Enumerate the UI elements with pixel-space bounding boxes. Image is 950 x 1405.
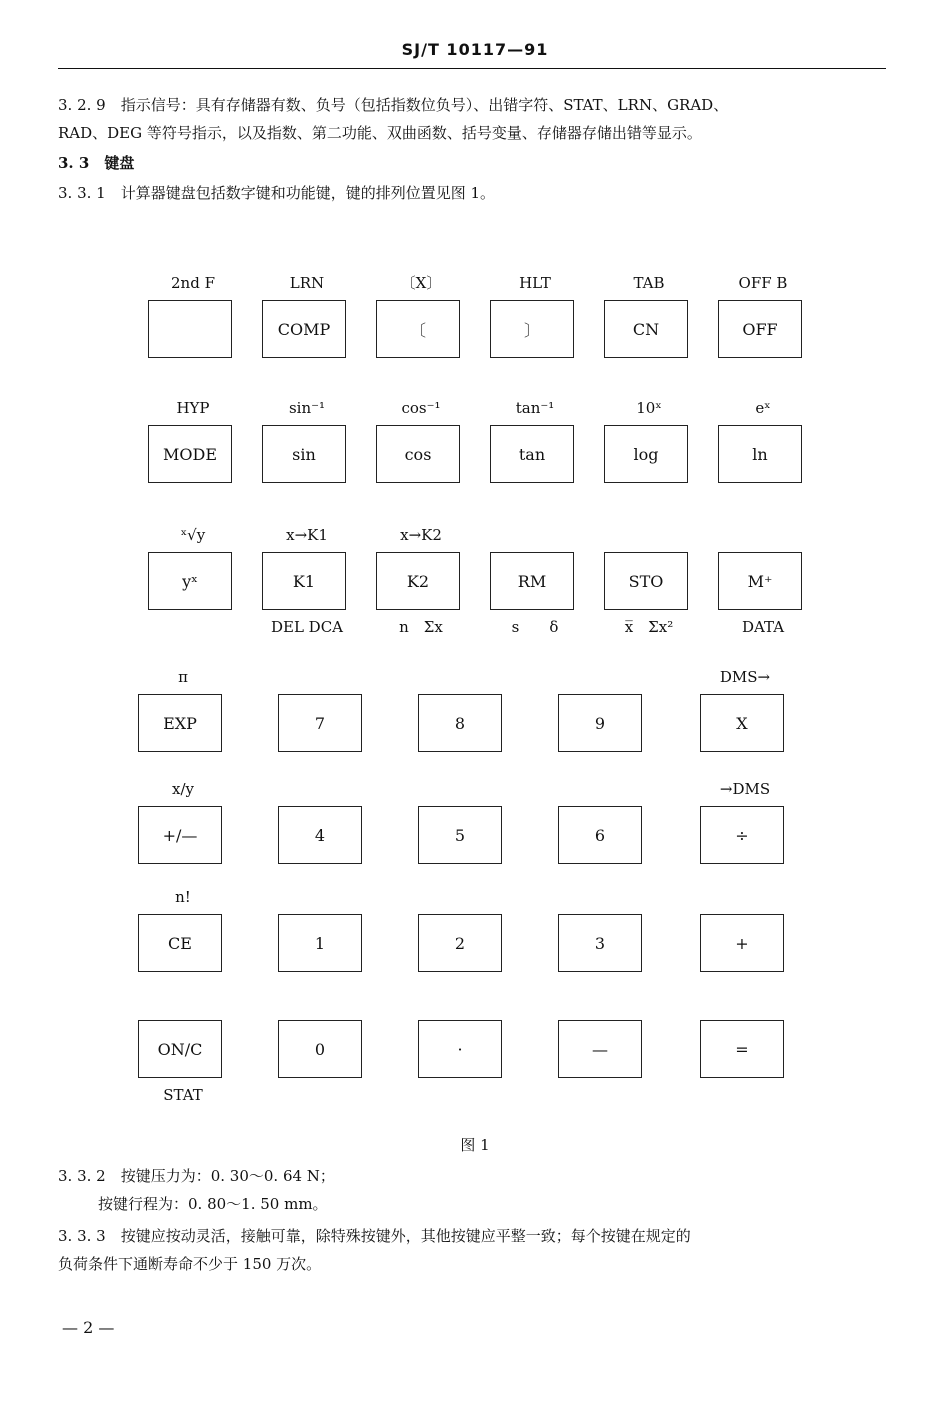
key-group-sign — [128, 780, 238, 845]
key-group-k2 — [366, 526, 476, 636]
figure-caption: 图 1 — [460, 1136, 490, 1154]
key-mode: MODE — [148, 425, 232, 483]
key-group-sin — [252, 399, 362, 464]
key-group-lparen — [366, 274, 476, 340]
key-ce: CE — [138, 914, 222, 972]
paragraph-3-2-9-line1: 3. 2. 9 指示信号：具有存储器有数、负号（包括指数位负号）、出错字符、STAT、LRN、GRAD、 — [58, 96, 729, 114]
key-group-plus — [690, 914, 800, 953]
key-8: 8 — [418, 694, 502, 752]
key-group-3 — [548, 914, 658, 953]
key-group-2 — [408, 914, 518, 953]
key-cos-shift-label: cos⁻¹ — [401, 399, 441, 417]
key-group-6 — [548, 806, 658, 845]
key-ln: ln — [718, 425, 802, 483]
section-3-3-heading: 3. 3 键盘 — [58, 154, 135, 172]
key-tan-shift-label: tan⁻¹ — [515, 399, 555, 417]
key-k2-shift-label: x→K2 — [400, 526, 442, 544]
key-lparen-shift-label: 〔X〕 — [400, 274, 442, 292]
paragraph-3-2-9-line2: RAD、DEG 等符号指示，以及指数、第二功能、双曲函数、括号变量、存储器存储出错等显示。 — [58, 124, 702, 142]
key-1: 1 — [278, 914, 362, 972]
key-sin: sin — [262, 425, 346, 483]
key-off-shift-label: OFF B — [738, 274, 788, 292]
key-lparen: 〔 — [376, 300, 460, 358]
key-rparen: 〕 — [490, 300, 574, 358]
key-2: 2 — [418, 914, 502, 972]
key-cn: CN — [604, 300, 688, 358]
key-4: 4 — [278, 806, 362, 864]
key-group-eq — [690, 1020, 800, 1059]
key-comp-shift-label: LRN — [289, 274, 325, 292]
key-div: ÷ — [700, 806, 784, 864]
key-yx: yˣ — [148, 552, 232, 610]
key-minus: — — [558, 1020, 642, 1078]
key-group-log — [594, 399, 704, 464]
key-k2: K2 — [376, 552, 460, 610]
key-group-off — [708, 274, 818, 339]
key-group-1 — [268, 914, 378, 953]
key-k1-bottom-label: DEL DCA — [270, 618, 344, 636]
key-group-cos — [366, 399, 476, 464]
paragraph-3-3-1: 3. 3. 1 计算器键盘包括数字键和功能键，键的排列位置见图 1。 — [58, 184, 496, 202]
header-rule — [58, 68, 886, 69]
key-7: 7 — [278, 694, 362, 752]
key-group-0 — [268, 1020, 378, 1059]
key-dot: · — [418, 1020, 502, 1078]
key-sto: STO — [604, 552, 688, 610]
key-group-8 — [408, 694, 518, 733]
key-mplus: M⁺ — [718, 552, 802, 610]
key-yx-shift-label: ˣ√y — [180, 526, 206, 544]
key-group-mode — [138, 399, 248, 464]
key-5: 5 — [418, 806, 502, 864]
key-sin-shift-label: sin⁻¹ — [288, 399, 326, 417]
paragraph-3-3-2-line2: 按键行程为：0. 80～1. 50 mm。 — [98, 1195, 328, 1213]
key-group-2ndf — [138, 274, 248, 301]
key-eq: = — [700, 1020, 784, 1078]
key-mul-shift-label: DMS→ — [719, 668, 771, 686]
key-sign-shift-label: x/y — [172, 780, 194, 798]
key-exp: EXP — [138, 694, 222, 752]
key-log: log — [604, 425, 688, 483]
key-ln-shift-label: eˣ — [755, 399, 771, 417]
key-sto-bottom-label: x̅ Σx² — [624, 618, 674, 636]
key-onc-bottom-label: STAT — [163, 1086, 203, 1104]
key-group-minus — [548, 1020, 658, 1059]
key-group-rm — [480, 552, 590, 636]
key-k1: K1 — [262, 552, 346, 610]
key-k2-bottom-label: n Σx — [399, 618, 443, 636]
key-group-div — [690, 780, 800, 845]
key-group-9 — [548, 694, 658, 733]
key-tan: tan — [490, 425, 574, 483]
key-cos: cos — [376, 425, 460, 483]
key-2ndf — [148, 300, 232, 358]
key-3: 3 — [558, 914, 642, 972]
key-6: 6 — [558, 806, 642, 864]
key-group-exp — [128, 668, 238, 733]
paragraph-3-3-3-line1: 3. 3. 3 按键应按动灵活，接触可靠，除特殊按键外，其他按键应平整一致；每个按键在规定的 — [58, 1227, 691, 1245]
key-log-shift-label: 10ˣ — [636, 399, 662, 417]
paragraph-3-3-3-line2: 负荷条件下通断寿命不少于 150 万次。 — [58, 1255, 322, 1273]
key-group-onc — [128, 1020, 238, 1104]
key-rm-bottom-label: s δ — [511, 618, 559, 636]
key-group-rparen — [480, 274, 590, 340]
key-group-ce — [128, 888, 238, 953]
key-group-7 — [268, 694, 378, 733]
key-rm: RM — [490, 552, 574, 610]
key-9: 9 — [558, 694, 642, 752]
key-2ndf-shift-label: 2nd F — [171, 274, 215, 292]
key-mul: X — [700, 694, 784, 752]
key-group-yx — [138, 526, 248, 591]
key-group-sto — [594, 552, 704, 636]
key-off: OFF — [718, 300, 802, 358]
key-plus: + — [700, 914, 784, 972]
key-group-cn — [594, 274, 704, 339]
key-0: 0 — [278, 1020, 362, 1078]
key-onc: ON/C — [138, 1020, 222, 1078]
page-number: — 2 — — [62, 1318, 115, 1337]
key-group-mul — [690, 668, 800, 733]
key-ce-shift-label: n! — [175, 888, 191, 906]
key-cn-shift-label: TAB — [633, 274, 665, 292]
paragraph-3-3-2-line1: 3. 3. 2 按键压力为：0. 30～0. 64 N； — [58, 1167, 335, 1185]
document-code-header: SJ/T 10117—91 — [401, 40, 549, 59]
key-group-mplus — [708, 552, 818, 636]
key-exp-shift-label: π — [178, 668, 188, 686]
key-rparen-shift-label: HLT — [519, 274, 551, 292]
key-sign: +/— — [138, 806, 222, 864]
key-mode-shift-label: HYP — [176, 399, 210, 417]
key-group-5 — [408, 806, 518, 845]
key-k1-shift-label: x→K1 — [286, 526, 328, 544]
key-mplus-bottom-label: DATA — [741, 618, 785, 636]
key-div-shift-label: →DMS — [719, 780, 771, 798]
key-group-tan — [480, 399, 590, 464]
key-group-dot — [408, 1020, 518, 1059]
key-group-4 — [268, 806, 378, 845]
key-group-comp — [252, 274, 362, 339]
key-comp: COMP — [262, 300, 346, 358]
key-group-k1 — [252, 526, 362, 636]
key-group-ln — [708, 399, 818, 464]
